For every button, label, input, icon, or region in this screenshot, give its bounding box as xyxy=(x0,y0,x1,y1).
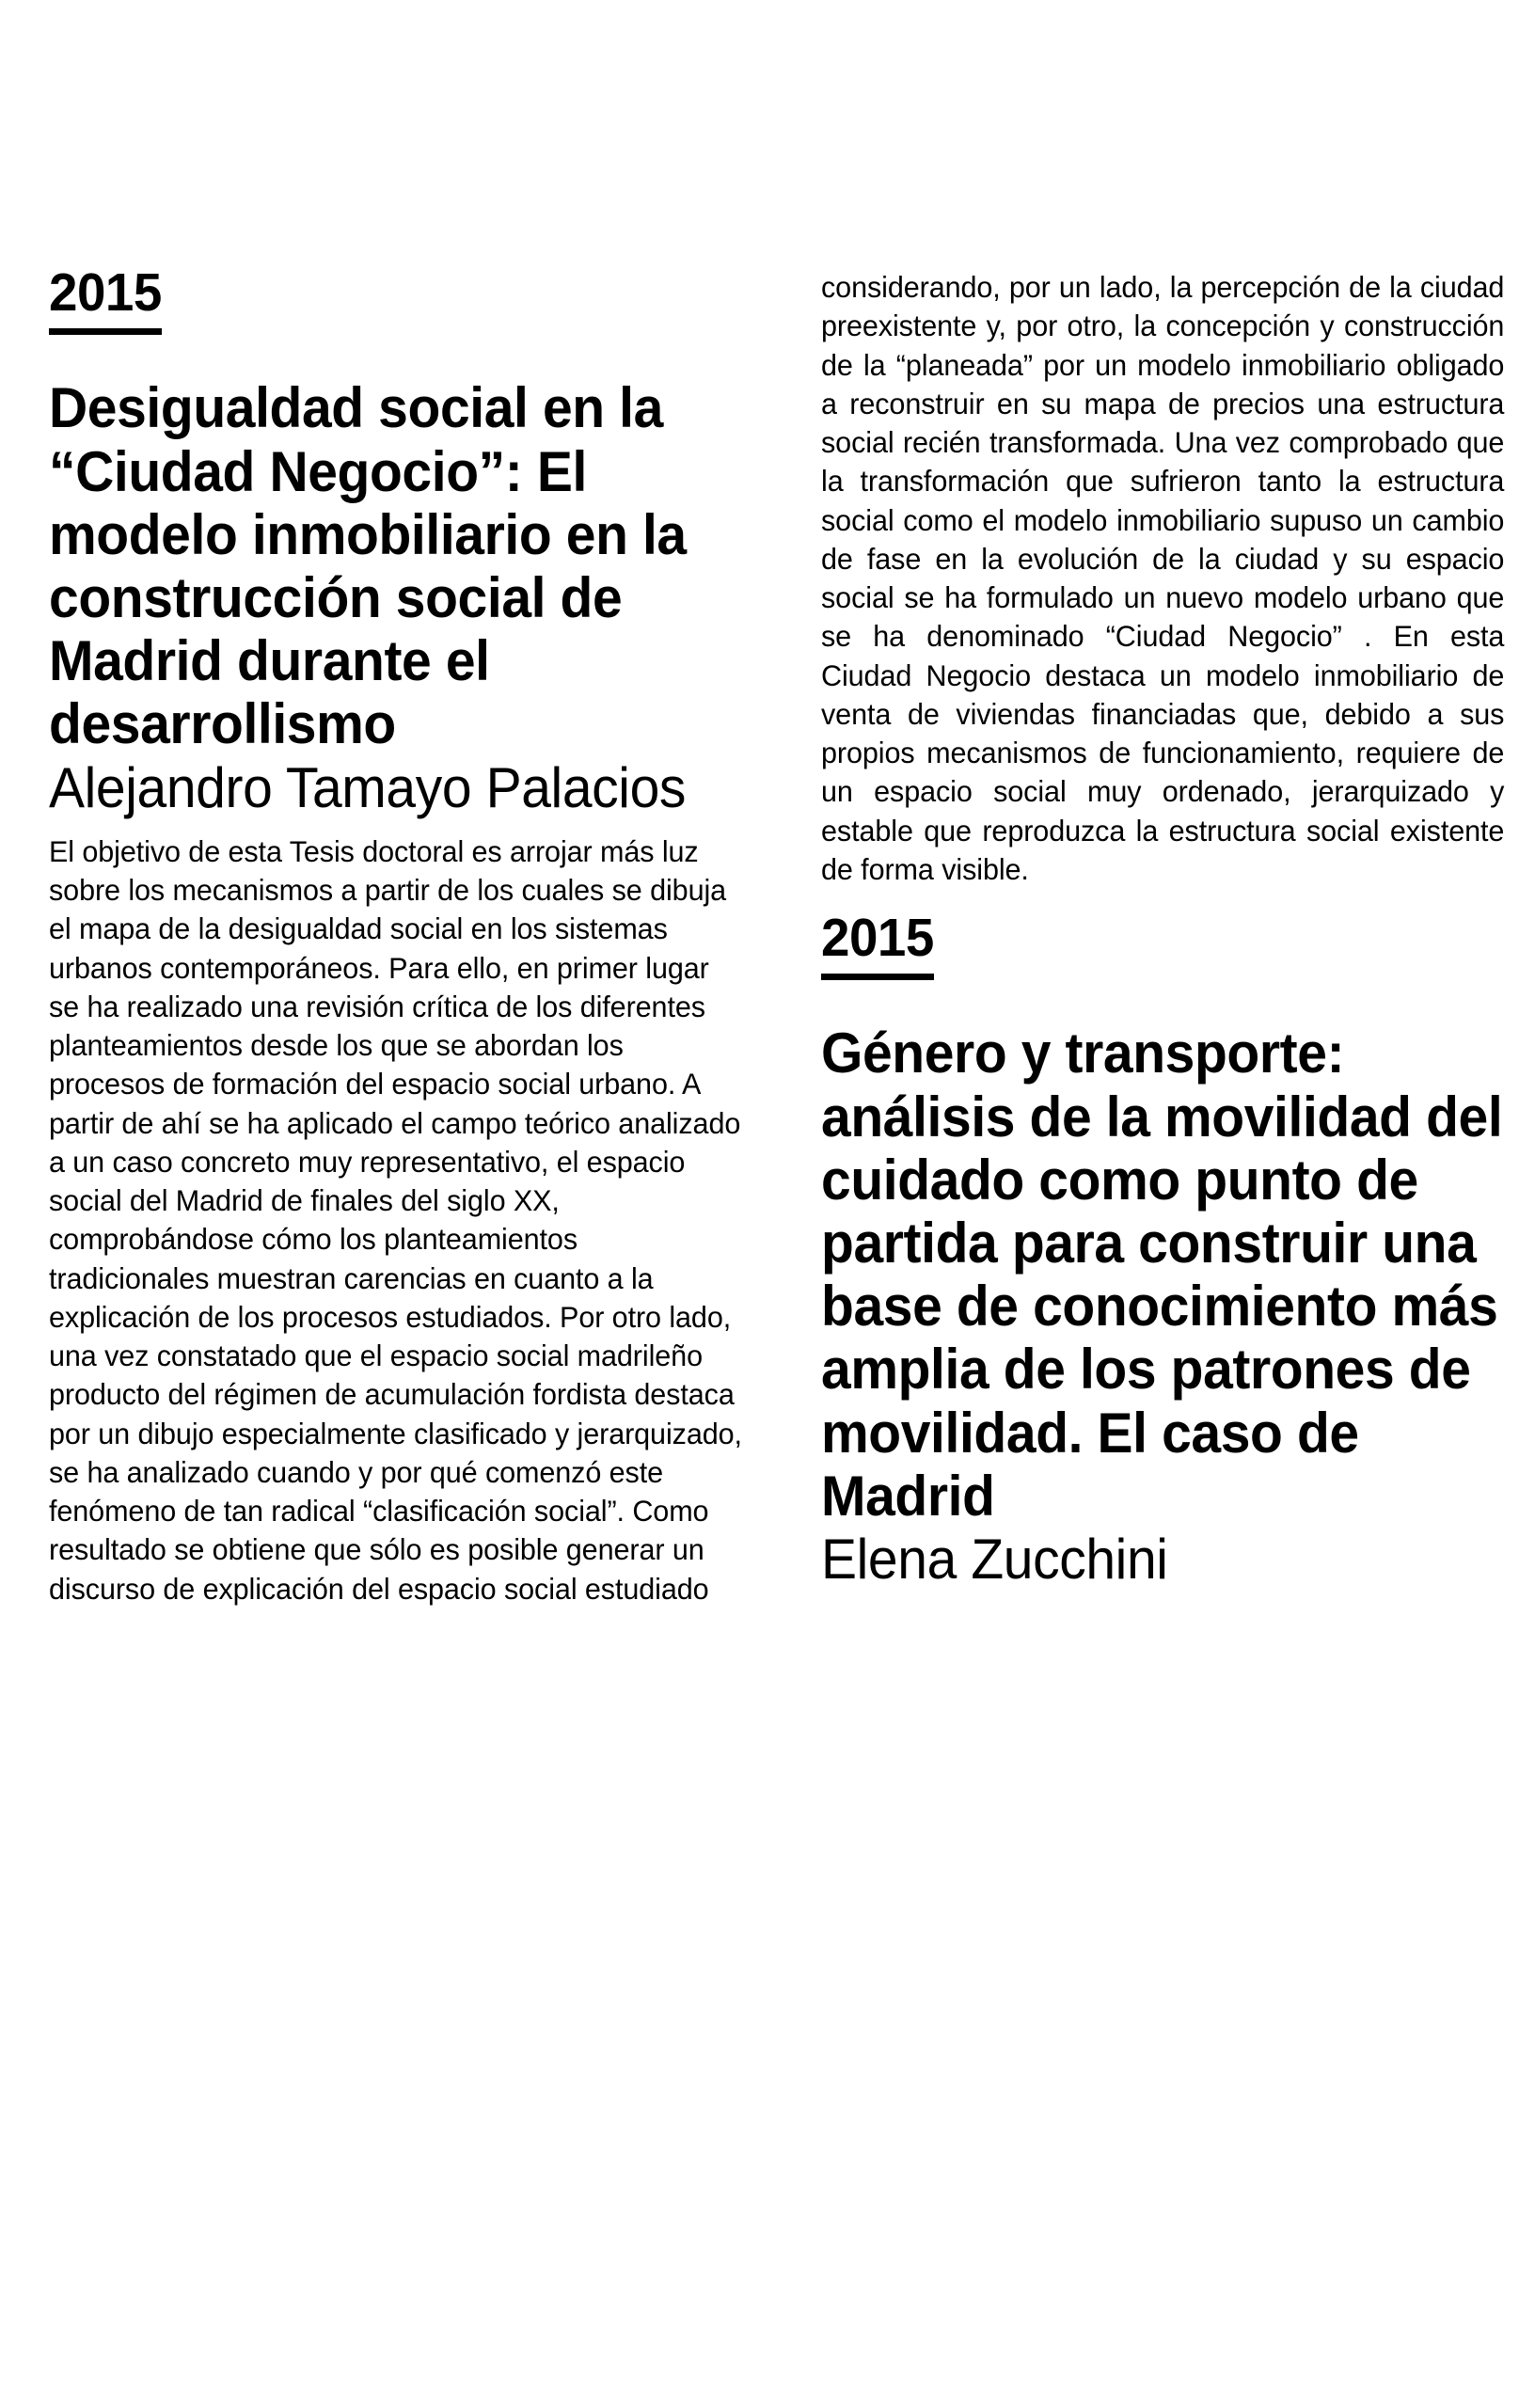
two-column-layout xyxy=(49,262,1505,1608)
entry-year-left-block xyxy=(49,262,743,335)
entry-abstract-continued: considerando, por un lado, la percepción de la ciudad preexistente y, por otro, la concepción y construcción de la “planeada” por un modelo inmobiliario obligado a reconstruir en su mapa de precios una estructura social recién transformada. Una vez comprobado que la transformación que sufrieron tanto la estructura social como el modelo inmobiliario supuso un cambio de fase en la evolución de la ciudad y su espacio social se ha formulado un nuevo modelo urbano que se ha denominado “Ciudad Negocio” . En esta Ciudad Negocio destaca un modelo inmobiliario de venta de viviendas financiadas que, debido a sus propios mecanismos de funcionamiento, requiere de un espacio social muy ordenado, jerarquizado y estable que reproduzca la estructura social existente de forma visible. xyxy=(821,270,1505,886)
entry-year-right-block xyxy=(821,908,1505,980)
entry-title-left: Desigualdad social en la “Ciudad Negocio”: El modelo inmobiliario en la construcción social de Madrid durante el desarrollismo xyxy=(49,376,687,756)
left-column xyxy=(49,262,743,1608)
entry-title-right: Género y transporte: análisis de la movilidad del cuidado como punto de partida para construir una base de conocimiento más amplia de los patrones de movilidad. El caso de Madrid xyxy=(821,1022,1503,1528)
entry-author-left: Alejandro Tamayo Palacios xyxy=(49,755,687,819)
entry-year-left: 2015 xyxy=(49,268,162,335)
right-column xyxy=(821,268,1505,1604)
entry-abstract-left: El objetivo de esta Tesis doctoral es arrojar más luz sobre los mecanismos a partir de los cuales se dibuja el mapa de la desigualdad social en los sistemas urbanos contemporáneos. Para ello, en primer lugar se ha realizado una revisión crítica de los diferentes planteamientos desde los que se abordan los procesos de formación del espacio social urbano. A partir de ahí se ha aplicado el campo teórico analizado a un caso concreto muy representativo, el espacio social del Madrid de finales del siglo XX, comprobándose cómo los planteamientos tradicionales muestran carencias en cuanto a la explicación de los procesos estudiados. Por otro lado, una vez constatado que el espacio social madrileño producto del régimen de acumulación fordista destaca por un dibujo especialmente clasificado y jerarquizado, se ha analizado cuando y por qué comenzó este fenómeno de tan radical “clasificación social”. Como resultado se obtiene que sólo es posible generar un discurso de explicación del espacio social estudiado xyxy=(49,833,742,1606)
entry-author-right: Elena Zucchini xyxy=(821,1527,1168,1591)
entry-year-right: 2015 xyxy=(821,913,934,980)
